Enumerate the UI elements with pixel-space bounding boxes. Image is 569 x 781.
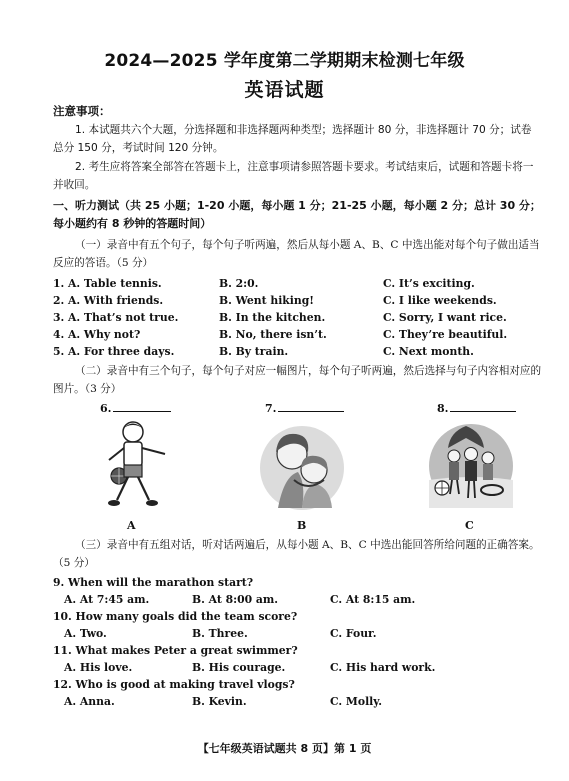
- option-2a: 2. A. With friends.: [53, 294, 164, 307]
- question-row-2: [53, 294, 543, 311]
- notice-heading: 注意事项：: [53, 104, 111, 118]
- option-9b: B. At 8:00 am.: [192, 593, 279, 606]
- exam-subtitle: 英语试题: [244, 79, 325, 101]
- picture-question-6: 6.: [100, 400, 171, 415]
- picture-c-family-beach: [428, 418, 514, 513]
- option-3b: B. In the kitchen.: [219, 311, 326, 324]
- option-2c: C. I like weekends.: [383, 294, 497, 307]
- picture-b-mother-daughter-hug: [258, 418, 346, 513]
- question-10: 10. How many goals did the team score?: [53, 610, 298, 623]
- option-3a: 3. A. That’s not true.: [53, 311, 179, 324]
- page-footer: 【七年级英语试题共 8 页】第 1 页: [197, 742, 372, 755]
- part-1-instructions: （一）录音中有五个句子，每个句子听两遍，然后从每小题 A、B、C 中选出能对每个句子做出适当反应的答语。（5 分）: [53, 239, 540, 269]
- option-5a: 5. A. For three days.: [53, 345, 175, 358]
- question-row-5: [53, 345, 543, 362]
- option-10a: A. Two.: [64, 627, 107, 640]
- picture-question-8: 8.: [437, 400, 516, 415]
- option-9c: C. At 8:15 am.: [330, 593, 416, 606]
- picture-letter-a: A: [127, 519, 136, 532]
- picture-letter-b: B: [297, 519, 307, 532]
- option-4a: 4. A. Why not?: [53, 328, 141, 341]
- picture-question-7: 7.: [265, 400, 344, 415]
- question-row-3: [53, 311, 543, 328]
- option-2b: B. Went hiking!: [219, 294, 315, 307]
- question-row-1: [53, 277, 543, 294]
- question-9: 9. When will the marathon start?: [53, 576, 254, 589]
- option-12a: A. Anna.: [64, 695, 115, 708]
- option-5c: C. Next month.: [383, 345, 474, 358]
- part-3-instructions: （三）录音中有五组对话，听对话两遍后，从每小题 A、B、C 中选出能回答所给问题的正确答案。（5 分）: [53, 539, 540, 569]
- option-3c: C. Sorry, I want rice.: [383, 311, 507, 324]
- option-10b: B. Three.: [192, 627, 248, 640]
- option-9a: A. At 7:45 am.: [64, 593, 150, 606]
- option-12c: C. Molly.: [330, 695, 383, 708]
- option-1a: 1. A. Table tennis.: [53, 277, 162, 290]
- picture-a-basketball-boy: [95, 418, 175, 513]
- exam-title: 2024—2025 学年度第二学期期末检测七年级: [104, 51, 465, 71]
- option-5b: B. By train.: [219, 345, 289, 358]
- option-11a: A. His love.: [64, 661, 133, 674]
- section-1-heading: 一、听力测试（共 25 小题；1-20 小题，每小题 1 分；21-25 小题，每小题 2 分；总计 30 分；每小题约有 8 秒钟的答题时间）: [53, 199, 541, 230]
- option-12b: B. Kevin.: [192, 695, 247, 708]
- notice-item-1: 1. 本试题共六个大题，分选择题和非选择题两种类型；选择题计 80 分，非选择题计 70 分；试卷总分 150 分，考试时间 120 分钟。: [53, 124, 532, 154]
- option-10c: C. Four.: [330, 627, 377, 640]
- option-4c: C. They’re beautiful.: [383, 328, 508, 341]
- question-11: 11. What makes Peter a great swimmer?: [53, 644, 298, 657]
- option-11c: C. His hard work.: [330, 661, 436, 674]
- question-row-4: [53, 328, 543, 345]
- option-4b: B. No, there isn’t.: [219, 328, 327, 341]
- picture-letter-c: C: [465, 519, 474, 532]
- option-11b: B. His courage.: [192, 661, 286, 674]
- part-2-instructions: （二）录音中有三个句子，每个句子对应一幅图片，每个句子听两遍，然后选择与句子内容相对应的图片。（3 分）: [53, 365, 542, 395]
- question-12: 12. Who is good at making travel vlogs?: [53, 678, 295, 691]
- notice-item-2: 2. 考生应将答案全部答在答题卡上，注意事项请参照答题卡要求。考试结束后，试题和答题卡将一并收回。: [53, 161, 534, 191]
- option-1b: B. 2:0.: [219, 277, 259, 290]
- option-1c: C. It’s exciting.: [383, 277, 475, 290]
